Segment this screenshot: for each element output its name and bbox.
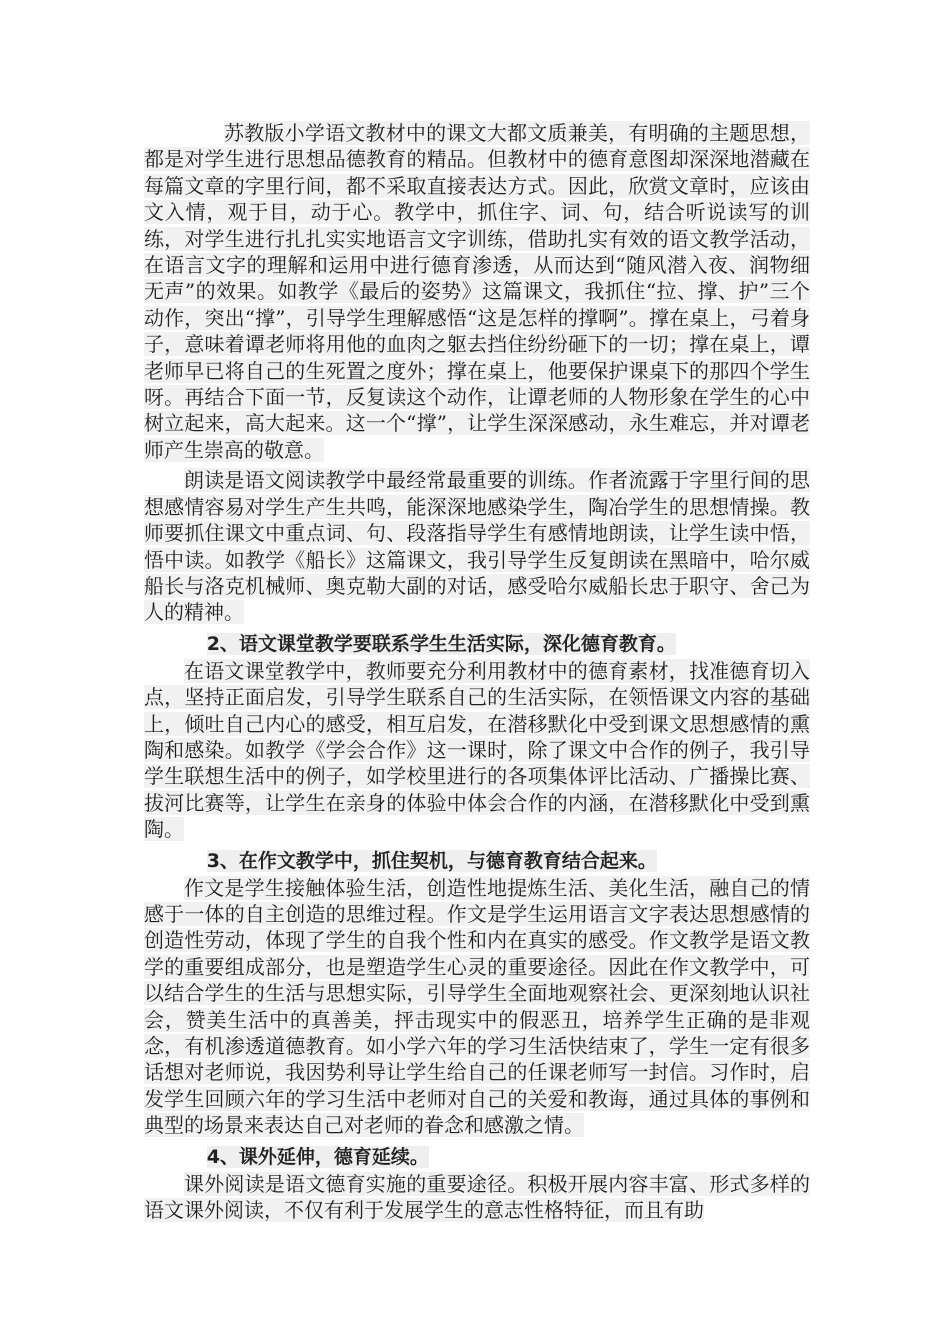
section-heading-4 [144, 1143, 810, 1171]
paragraph-4-text: 作文是学生接触体验生活，创造性地提炼生活、美化生活，融自己的情感于一体的自主创造的思维过程。作文是学生运用语言文字表达思想感情的创造性劳动，体现了学生的自我个性和内在真实的感受。作文教学是语文教学的重要组成部分，也是塑造学生心灵的重要途径。因此在作文教学中，可以结合学生的生活与思想实际，引导学生全面地观察社会、更深刻地认识社会，赞美生活中的真善美，抨击现实中的假恶丑，培养学生正确的是非观念，有机渗透道德教育。如小学六年的学习生活快结束了，学生一定有很多话想对老师说，我因势利导让学生给自己的任课老师写一封信。习作时，启发学生回顾六年的学习生活中老师对自己的关爱和教诲，通过具体的事例和典型的场景来表达自己对老师的眷念和感激之情。 [144, 875, 810, 1138]
section-heading-3 [144, 847, 810, 875]
section-heading-4-text: 4、课外延伸，德育延续。 [206, 1145, 429, 1168]
paragraph-4 [144, 875, 810, 1139]
paragraph-2 [144, 467, 810, 625]
section-heading-2 [144, 630, 810, 658]
paragraph-1-text: 苏教版小学语文教材中的课文大都文质兼美，有明确的主题思想，都是对学生进行思想品德教育的精品。但教材中的德育意图却深深地潜藏在每篇文章的字里行间，都不采取直接表达方式。因此，欣赏文章时，应该由文入情，观于目，动于心。教学中，抓住字、词、句，结合听说读写的训练，对学生进行扎扎实实地语言文字训练，借助扎实有效的语文教学活动，在语言文字的理解和运用中进行德育渗透，从而达到“随风潜入夜、润物细无声”的效果。如教学《最后的姿势》这篇课文，我抓住“拉、撑、护”三个动作，突出“撑”，引导学生理解感悟“这是怎样的撑啊”。撑在桌上，弓着身子，意味着谭老师将用他的血肉之躯去挡住纷纷砸下的一切；撑在桌上，谭老师早已将自己的生死置之度外；撑在桌上，他要保护课桌下的那四个学生呀。再结合下面一节，反复读这个动作，让谭老师的人物形象在学生的心中树立起来，高大起来。这一个“撑”，让学生深深感动，永生难忘，并对谭老师产生崇高的敬意。 [144, 121, 810, 462]
document-body [144, 120, 810, 1223]
paragraph-3-text: 在语文课堂教学中，教师要充分利用教材中的德育素材，找准德育切入点，坚持正面启发，引导学生联系自己的生活实际，在领悟课文内容的基础上，倾吐自己内心的感受，相互启发，在潜移默化中受到课文思想感情的熏陶和感染。如教学《学会合作》这一课时，除了课文中合作的例子，我引导学生联想生活中的例子，如学校里进行的各项集体评比活动、广播操比赛、拔河比赛等，让学生在亲身的体验中体会合作的内涵，在潜移默化中受到熏陶。 [144, 658, 810, 842]
paragraph-2-text: 朗读是语文阅读教学中最经常最重要的训练。作者流露于字里行间的思想感情容易对学生产生共鸣，能深深地感染学生，陶冶学生的思想情操。教师要抓住课文中重点词、句、段落指导学生有感情地朗读，让学生读中悟，悟中读。如教学《船长》这篇课文，我引导学生反复朗读在黑暗中，哈尔威船长与洛克机械师、奥克勒大副的对话，感受哈尔威船长忠于职守、舍己为人的精神。 [144, 468, 810, 625]
section-heading-2-text: 2、语文课堂教学要联系学生生活实际，深化德育教育。 [206, 632, 676, 655]
paragraph-1 [144, 120, 810, 463]
paragraph-3 [144, 658, 810, 843]
section-heading-3-text: 3、在作文教学中，抓住契机，与德育教育结合起来。 [206, 849, 657, 872]
paragraph-5 [144, 1171, 810, 1224]
paragraph-5-text: 课外阅读是语文德育实施的重要途径。积极开展内容丰富、形式多样的语文课外阅读，不仅有利于发展学生的意志性格特征，而且有助 [144, 1171, 810, 1223]
